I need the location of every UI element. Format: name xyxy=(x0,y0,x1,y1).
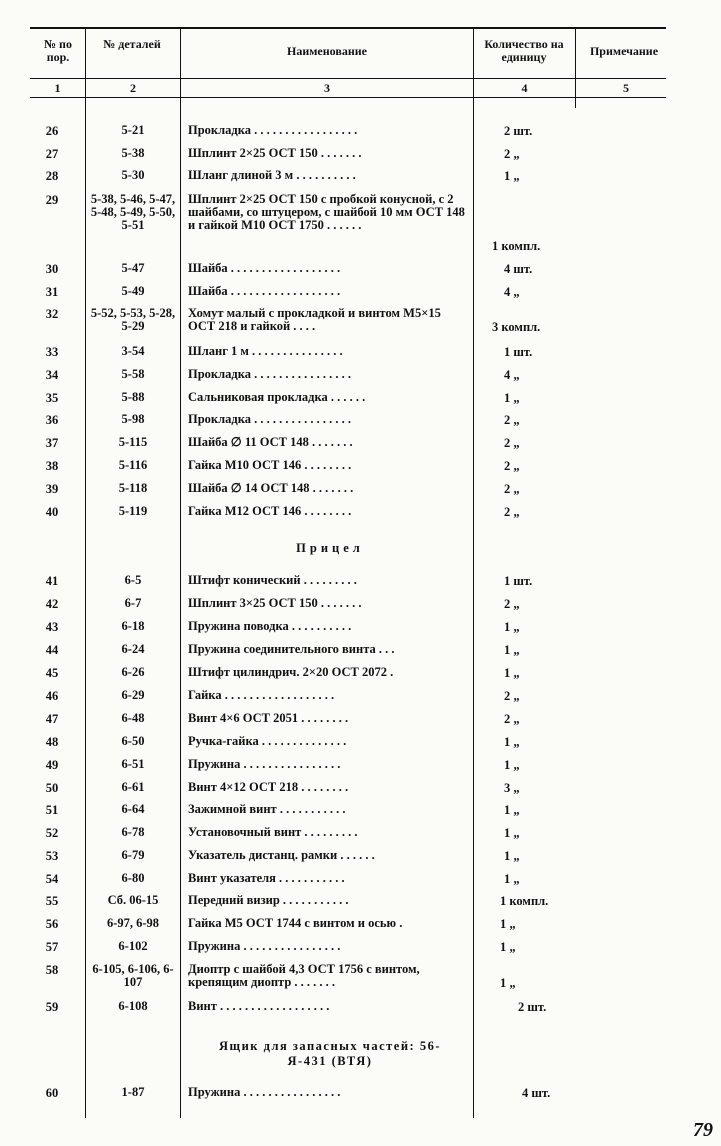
row-name: Шайба ∅ 11 ОСТ 148 . . . . . . . xyxy=(188,436,353,449)
row-det: 6-51 xyxy=(121,757,145,771)
row-det: 6-24 xyxy=(121,642,145,656)
row-qty: 4 шт. xyxy=(504,262,533,276)
page-number: 79 xyxy=(693,1119,713,1141)
row-qty: 1 компл. xyxy=(492,239,541,253)
row-no: 41 xyxy=(45,574,59,588)
row-qty: 2 „ xyxy=(504,505,520,519)
row-no: 28 xyxy=(45,169,59,183)
row-det: 6-29 xyxy=(121,688,145,702)
row-no: 39 xyxy=(45,482,59,496)
row-det: 5-30 xyxy=(121,168,145,182)
row-det: 6-80 xyxy=(121,871,145,885)
row-qty: 1 „ xyxy=(504,620,520,634)
row-qty: 4 шт. xyxy=(522,1086,551,1100)
row-name: Винт 4×12 ОСТ 218 . . . . . . . . xyxy=(188,781,349,794)
row-name: Прокладка . . . . . . . . . . . . . . . . . xyxy=(188,124,358,137)
row-det: 5-58 xyxy=(121,367,145,381)
row-det: 5-38 xyxy=(121,146,145,160)
row-qty: 3 компл. xyxy=(492,320,541,334)
row-no: 52 xyxy=(45,826,59,840)
col-divider-2 xyxy=(180,28,181,1118)
row-no: 35 xyxy=(45,391,59,405)
row-qty: 1 „ xyxy=(500,940,516,954)
row-det: 5-98 xyxy=(121,412,145,426)
row-no: 32 xyxy=(45,307,59,321)
row-name: Пружина поводка . . . . . . . . . . xyxy=(188,620,352,633)
row-qty: 2 „ xyxy=(504,147,520,161)
row-name: Винт 4×6 ОСТ 2051 . . . . . . . . xyxy=(188,712,349,725)
row-no: 48 xyxy=(45,735,59,749)
row-det: 5-52, 5-53, 5-28, 5-29 xyxy=(90,306,176,333)
row-no: 36 xyxy=(45,413,59,427)
row-name: Гайка М10 ОСТ 146 . . . . . . . . xyxy=(188,459,352,472)
row-name: Штифт конический . . . . . . . . . xyxy=(188,574,357,587)
header-rule xyxy=(30,78,666,79)
row-qty: 2 шт. xyxy=(518,1000,547,1014)
row-det: 6-108 xyxy=(118,999,148,1013)
row-name: Шайба . . . . . . . . . . . . . . . . . . xyxy=(188,285,341,298)
row-name: Шайба . . . . . . . . . . . . . . . . . . xyxy=(188,262,341,275)
row-no: 27 xyxy=(45,147,59,161)
row-qty: 2 „ xyxy=(504,459,520,473)
row-name: Шланг длиной 3 м . . . . . . . . . . xyxy=(188,169,356,182)
row-name: Диоптр с шайбой 4,3 ОСТ 1756 с винтом, крепящим диоптр . . . . . . . xyxy=(188,962,420,989)
row-name: Гайка М12 ОСТ 146 . . . . . . . . xyxy=(188,505,352,518)
header-qty: Количество на единицу xyxy=(484,37,564,64)
row-qty: 1 компл. xyxy=(500,894,549,908)
row-qty: 1 „ xyxy=(504,169,520,183)
colnum-3: 3 xyxy=(324,81,330,95)
row-det: 5-49 xyxy=(121,284,145,298)
row-det: 6-64 xyxy=(121,802,145,816)
row-det: 6-26 xyxy=(121,665,145,679)
row-name: Прокладка . . . . . . . . . . . . . . . . xyxy=(188,413,351,426)
row-det: 6-7 xyxy=(124,596,142,610)
row-qty: 1 „ xyxy=(500,976,516,990)
row-qty: 1 „ xyxy=(504,826,520,840)
row-qty: 1 „ xyxy=(504,803,520,817)
row-name: Пружина . . . . . . . . . . . . . . . . xyxy=(188,758,341,771)
row-name: Хомут малый с прокладкой и винтом М5×15 ОСТ 218 и гайкой . . . . xyxy=(188,306,441,333)
colnum-4: 4 xyxy=(521,81,528,95)
row-qty: 2 „ xyxy=(504,689,520,703)
row-qty: 1 „ xyxy=(504,758,520,772)
row-no: 38 xyxy=(45,459,59,473)
row-name: Пружина . . . . . . . . . . . . . . . . xyxy=(188,940,341,953)
row-name: Пружина . . . . . . . . . . . . . . . . xyxy=(188,1086,341,1099)
row-qty: 1 „ xyxy=(504,391,520,405)
col-divider-1 xyxy=(85,28,86,1118)
row-det: 6-50 xyxy=(121,734,145,748)
row-no: 54 xyxy=(45,872,59,886)
header-det: № деталей xyxy=(103,37,161,51)
row-name: Передний визир . . . . . . . . . . . xyxy=(188,894,349,907)
row-det: 6-105, 6-106, 6-107 xyxy=(92,962,174,989)
row-det: 5-38, 5-46, 5-47, 5-48, 5-49, 5-50, 5-51 xyxy=(90,192,176,232)
row-qty: 1 „ xyxy=(504,872,520,886)
row-det: 5-116 xyxy=(118,458,148,472)
row-no: 59 xyxy=(45,1000,59,1014)
section-heading-spare-box: Ящик для запасных частей: 56-Я-431 (ВТЯ) xyxy=(219,1039,441,1068)
row-qty: 2 „ xyxy=(504,436,520,450)
colnum-1: 1 xyxy=(54,81,61,95)
row-name: Прокладка . . . . . . . . . . . . . . . . xyxy=(188,368,351,381)
row-det: 5-119 xyxy=(118,504,148,518)
row-det: 6-18 xyxy=(121,619,145,633)
row-qty: 1 шт. xyxy=(504,574,533,588)
row-det: 5-115 xyxy=(118,435,148,449)
row-no: 33 xyxy=(45,345,59,359)
row-no: 60 xyxy=(45,1086,59,1100)
row-qty: 4 „ xyxy=(504,285,520,299)
row-det: Сб. 06-15 xyxy=(107,893,159,907)
row-no: 55 xyxy=(45,894,59,908)
row-det: 5-47 xyxy=(121,261,145,275)
row-name: Шплинт 3×25 ОСТ 150 . . . . . . . xyxy=(188,597,362,610)
row-name: Гайка . . . . . . . . . . . . . . . . . . xyxy=(188,689,335,702)
row-qty: 2 „ xyxy=(504,597,520,611)
row-det: 6-79 xyxy=(121,848,145,862)
row-no: 47 xyxy=(45,712,59,726)
row-name: Сальниковая прокладка . . . . . . xyxy=(188,391,366,404)
row-name: Шланг 1 м . . . . . . . . . . . . . . . xyxy=(188,345,343,358)
row-no: 53 xyxy=(45,849,59,863)
row-name: Шайба ∅ 14 ОСТ 148 . . . . . . . xyxy=(188,482,354,495)
colnum-5: 5 xyxy=(623,81,629,95)
row-no: 56 xyxy=(45,917,59,931)
row-qty: 1 „ xyxy=(504,735,520,749)
row-qty: 2 „ xyxy=(504,712,520,726)
row-no: 30 xyxy=(45,262,59,276)
row-det: 6-48 xyxy=(121,711,145,725)
row-det: 5-21 xyxy=(121,123,145,137)
row-no: 42 xyxy=(45,597,59,611)
row-det: 3-54 xyxy=(121,344,145,358)
row-name: Винт . . . . . . . . . . . . . . . . . . xyxy=(188,1000,330,1013)
row-qty: 1 „ xyxy=(504,643,520,657)
row-det: 6-5 xyxy=(124,573,142,587)
row-qty: 1 „ xyxy=(504,666,520,680)
row-no: 44 xyxy=(45,643,59,657)
section-heading-pricel: Прицел xyxy=(296,541,364,555)
row-no: 40 xyxy=(45,505,59,519)
row-no: 43 xyxy=(45,620,59,634)
row-det: 6-102 xyxy=(118,939,148,953)
row-no: 50 xyxy=(45,781,59,795)
row-det: 6-78 xyxy=(121,825,145,839)
row-no: 29 xyxy=(45,193,59,207)
row-qty: 2 „ xyxy=(504,413,520,427)
row-no: 46 xyxy=(45,689,59,703)
col-divider-4 xyxy=(575,28,576,108)
row-no: 31 xyxy=(45,285,59,299)
row-qty: 1 „ xyxy=(504,849,520,863)
row-name: Штифт цилиндрич. 2×20 ОСТ 2072 . xyxy=(188,666,394,679)
row-det: 5-88 xyxy=(121,390,145,404)
row-det: 6-61 xyxy=(121,780,145,794)
colnum-rule xyxy=(30,97,666,98)
row-no: 34 xyxy=(45,368,59,382)
row-qty: 4 „ xyxy=(504,368,520,382)
row-name: Шплинт 2×25 ОСТ 150 . . . . . . . xyxy=(188,147,362,160)
table-top-rule xyxy=(30,27,666,29)
row-qty: 2 шт. xyxy=(504,124,533,138)
row-qty: 1 „ xyxy=(500,917,516,931)
row-qty: 1 шт. xyxy=(504,345,533,359)
row-det: 6-97, 6-98 xyxy=(106,916,160,930)
row-qty: 3 „ xyxy=(504,781,520,795)
row-no: 51 xyxy=(45,803,59,817)
row-no: 45 xyxy=(45,666,59,680)
row-name: Шплинт 2×25 ОСТ 150 с пробкой конусной, с 2 шайбами, со штуцером, с шайбой 10 мм ОСТ 148 и гайкой М10 ОСТ 1750 . . . . . . xyxy=(188,192,465,232)
row-no: 37 xyxy=(45,436,59,450)
row-no: 26 xyxy=(45,124,59,138)
row-name: Указатель дистанц. рамки . . . . . . xyxy=(188,849,375,862)
row-name: Винт указателя . . . . . . . . . . . xyxy=(188,872,345,885)
row-qty: 2 „ xyxy=(504,482,520,496)
row-det: 5-118 xyxy=(118,481,148,495)
header-no: № по пор. xyxy=(44,37,72,64)
row-no: 49 xyxy=(45,758,59,772)
row-no: 57 xyxy=(45,940,59,954)
row-name: Установочный винт . . . . . . . . . xyxy=(188,826,358,839)
colnum-2: 2 xyxy=(130,81,136,95)
row-name: Ручка-гайка . . . . . . . . . . . . . . xyxy=(188,735,347,748)
header-name: Наименование xyxy=(287,44,367,58)
header-note: Примечание xyxy=(589,44,659,58)
row-no: 58 xyxy=(45,963,59,977)
row-name: Гайка М5 ОСТ 1744 с винтом и осью . xyxy=(188,917,403,930)
row-name: Зажимной винт . . . . . . . . . . . xyxy=(188,803,346,816)
row-name: Пружина соединительного винта . . . xyxy=(188,643,395,656)
row-det: 1-87 xyxy=(121,1085,145,1099)
